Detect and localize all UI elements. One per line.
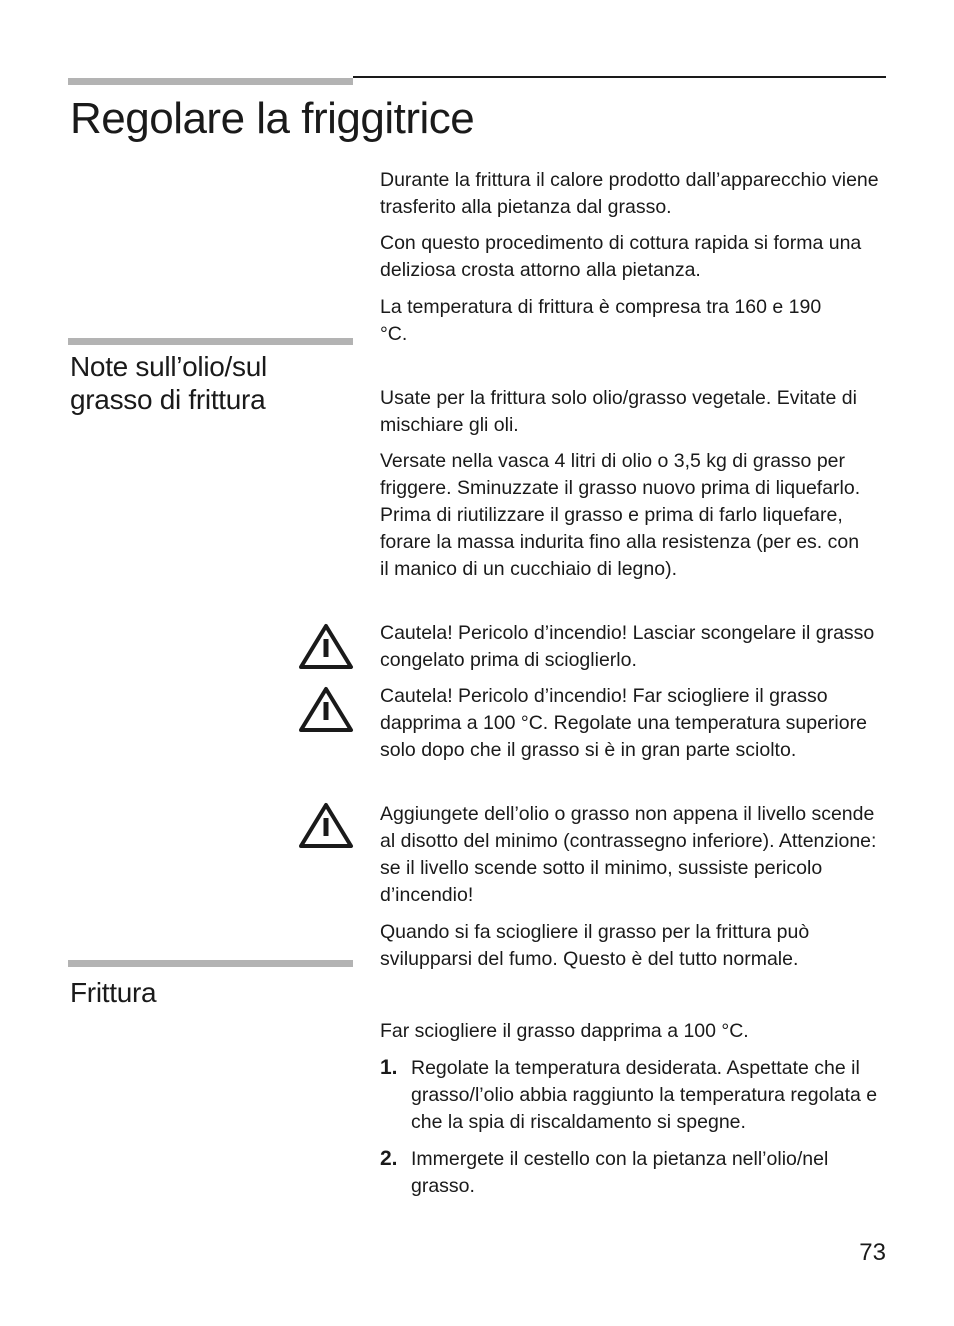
oil-paragraph-2: Versate nella vasca 4 litri di olio o 3,5 kg di grasso per friggere. Sminuzzate il grasso nuovo prima di liquefarlo. Prima di riutilizzare il grasso e prima di farlo liquefare, forare la massa indurita fino alla resistenza (per es. con il manico di un cucchiaio di legno). <box>380 450 861 580</box>
warning-text-1: Cautela! Pericolo d’incendio! Lasciar scongelare il grasso congelato prima di scioglierlo. <box>380 622 875 671</box>
intro-paragraph-1: Durante la frittura il calore prodotto dall’apparecchio viene trasferito alla pietanza dal grasso. <box>380 169 879 218</box>
step-text-2: Immergete il cestello con la pietanza nell’olio/nel grasso. <box>411 1148 829 1197</box>
warning-text-2: Cautela! Pericolo d’incendio! Far sciogliere il grasso dapprima a 100 °C. Regolate una temperatura superiore solo dopo che il grasso si è in gran parte sciolto. <box>380 685 867 761</box>
warning-text-3: Aggiungete dell’olio o grasso non appena il livello scende al disotto del minimo (contrassegno inferiore). Attenzione: se il livello scende sotto il minimo, sussiste pericolo d’incendio! <box>380 803 877 906</box>
step-number-2: 2. <box>380 1147 398 1170</box>
section-heading-frying: Frittura <box>70 977 157 1008</box>
oil-note: Quando si fa sciogliere il grasso per la frittura può svilupparsi del fumo. Questo è del tutto normale. <box>380 921 810 970</box>
page-title: Regolare la friggitrice <box>70 94 475 143</box>
warning-triangle-icon <box>298 801 354 849</box>
frying-intro: Far sciogliere il grasso dapprima a 100 °C. <box>380 1020 749 1042</box>
warning-triangle-icon <box>298 685 354 733</box>
header-rule-thin <box>353 76 886 78</box>
section-heading-oil: Note sull’olio/sul grasso di frittura <box>70 351 267 415</box>
step-number-1: 1. <box>380 1056 398 1079</box>
oil-paragraph-1: Usate per la frittura solo olio/grasso vegetale. Evitate di mischiare gli oli. <box>380 387 857 436</box>
header-rule-thick <box>68 78 353 85</box>
step-text-1: Regolate la temperatura desiderata. Aspettate che il grasso/l’olio abbia raggiunto la temperatura regolata e che la spia di riscaldamento si spegne. <box>411 1057 878 1133</box>
intro-paragraph-3: La temperatura di frittura è compresa tra 160 e 190 °C. <box>380 296 822 345</box>
section-rule-oil <box>68 338 353 345</box>
intro-paragraph-2: Con questo procedimento di cottura rapida si forma una deliziosa crosta attorno alla pietanza. <box>380 232 862 281</box>
section-rule-frying <box>68 960 353 967</box>
page-number: 73 <box>859 1239 886 1266</box>
warning-triangle-icon <box>298 622 354 670</box>
